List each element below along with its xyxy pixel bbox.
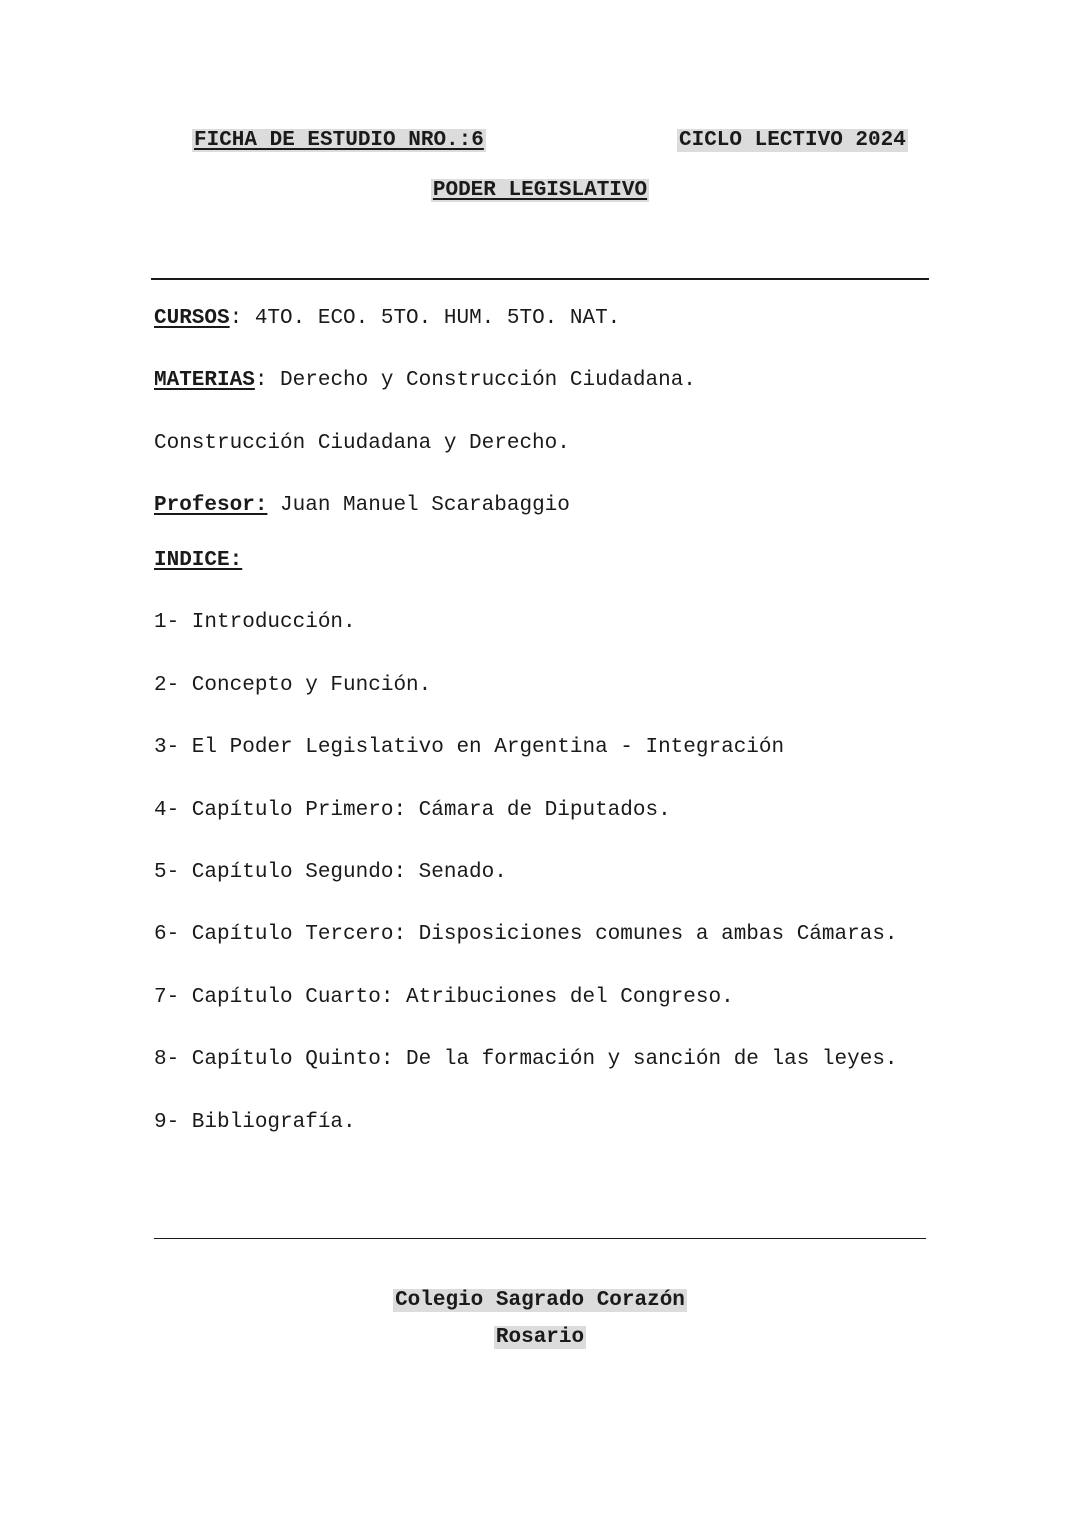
index-item: 6- Capítulo Tercero: Disposiciones comunes a ambas Cámaras. [154, 923, 898, 946]
index-item: 9- Bibliografía. [154, 1111, 356, 1134]
school-name-text: Colegio Sagrado Corazón [395, 1289, 685, 1312]
school-city-text: Rosario [495, 1326, 585, 1349]
index-item: 7- Capítulo Cuarto: Atribuciones del Congreso. [154, 986, 734, 1009]
materias-value: : Derecho y Construcción Ciudadana. [254, 369, 696, 392]
cursos-line [154, 306, 620, 332]
index-item: 4- Capítulo Primero: Cámara de Diputados. [154, 799, 671, 822]
bottom-divider [154, 1238, 926, 1239]
indice-label: INDICE: [154, 549, 243, 572]
materias-line [154, 368, 696, 394]
document-title [0, 178, 1080, 204]
ciclo-lectivo-text: CICLO LECTIVO 2024 [679, 129, 906, 152]
ciclo-lectivo [677, 128, 908, 154]
ficha-number: FICHA DE ESTUDIO NRO.:6 [194, 129, 484, 152]
profesor-label: Profesor: [154, 494, 268, 517]
index-item: 3- El Poder Legislativo en Argentina - Integración [154, 736, 785, 759]
profesor-value: Juan Manuel Scarabaggio [267, 494, 570, 517]
school-name [0, 1288, 1080, 1314]
index-item: 5- Capítulo Segundo: Senado. [154, 861, 507, 884]
cursos-label: CURSOS [154, 307, 230, 330]
index-item: 8- Capítulo Quinto: De la formación y sanción de las leyes. [154, 1048, 898, 1071]
materias-line-2: Construcción Ciudadana y Derecho. [154, 432, 570, 455]
indice-heading [154, 548, 242, 574]
index-item: 1- Introducción. [154, 611, 356, 634]
document-title-text: PODER LEGISLATIVO [432, 179, 648, 202]
index-item: 2- Concepto y Función. [154, 674, 432, 697]
cursos-value: : 4TO. ECO. 5TO. HUM. 5TO. NAT. [229, 307, 621, 330]
profesor-line [154, 493, 570, 519]
school-city [0, 1325, 1080, 1351]
materias-label: MATERIAS [154, 369, 255, 392]
ficha-number-title [192, 128, 486, 154]
top-divider [151, 278, 929, 280]
